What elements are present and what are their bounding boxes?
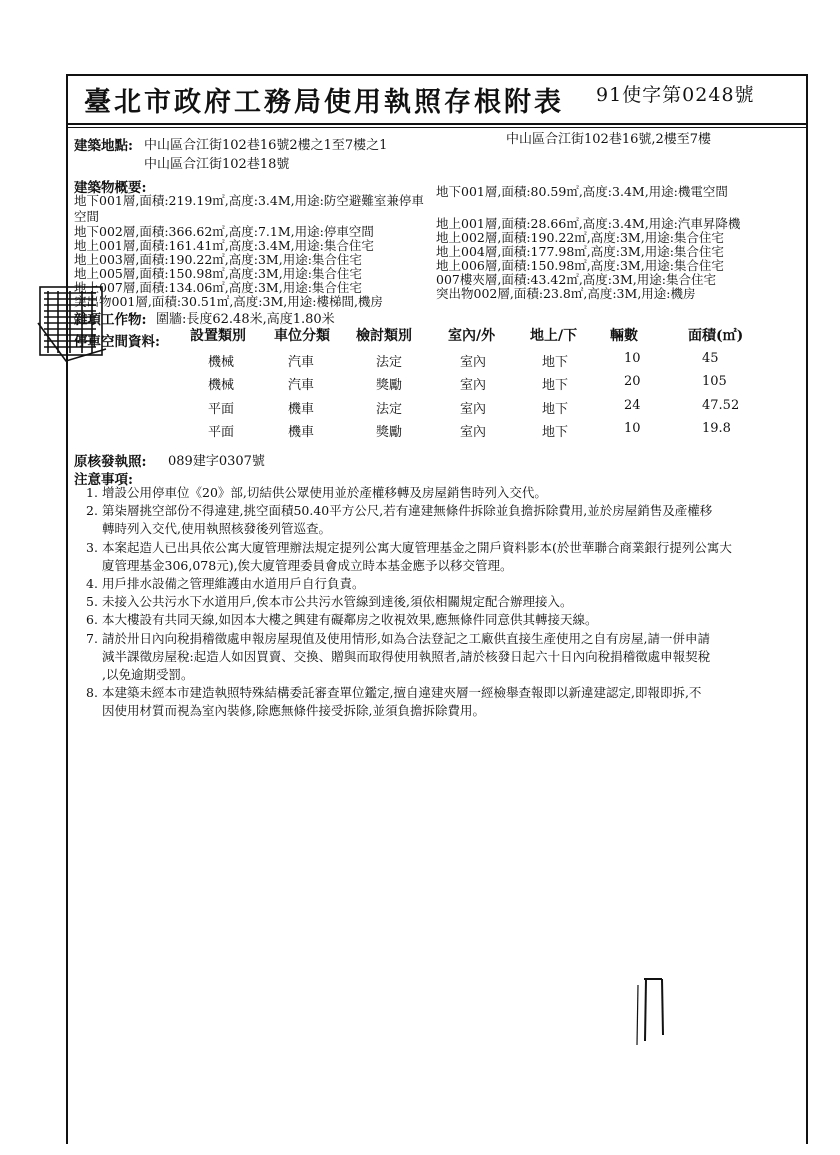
cell-count: 20 bbox=[624, 374, 641, 389]
note-item bbox=[86, 539, 798, 575]
cell-vehicle-class: 汽車 bbox=[288, 378, 315, 393]
note-line: 減半課徵房屋稅:起造人如因買賣、交換、贈與而取得使用執照者,請於核發日起六十日內向稅捐稽徵處申報契稅 bbox=[102, 648, 711, 664]
table-row bbox=[190, 421, 780, 445]
table-row bbox=[190, 398, 780, 422]
header-count: 輛數 bbox=[610, 328, 638, 344]
header-indoor-outdoor: 室內/外 bbox=[448, 328, 496, 344]
note-number: 1. bbox=[86, 485, 98, 500]
overview-right-0: 地上001層,面積:28.66㎡,高度:3.4M,用途:汽車昇降機 bbox=[436, 216, 741, 231]
cell-setup-type: 機械 bbox=[208, 378, 235, 393]
header-area: 面積(㎡) bbox=[688, 328, 744, 344]
cell-area: 47.52 bbox=[702, 397, 740, 413]
cell-area: 45 bbox=[702, 350, 719, 366]
overview-left-2: 地上003層,面積:190.22㎡,高度:3M,用途:集合住宅 bbox=[74, 252, 362, 267]
table-row bbox=[190, 351, 780, 375]
note-line: ,以免逾期受罰。 bbox=[102, 667, 194, 683]
cell-setup-type: 機械 bbox=[208, 354, 235, 370]
header-review-class: 檢討類別 bbox=[356, 328, 412, 344]
overview-continuation: 空間 bbox=[74, 209, 100, 224]
overview-basement-1-right: 地下001層,面積:80.59㎡,高度:3.4M,用途:機電空間 bbox=[436, 184, 728, 199]
cell-area: 19.8 bbox=[702, 421, 731, 436]
original-permit-value: 089建字0307號 bbox=[168, 454, 265, 469]
cell-above-below: 地下 bbox=[542, 401, 569, 417]
cell-above-below: 地下 bbox=[542, 354, 569, 370]
overview-label: 建築物概要: bbox=[74, 180, 147, 196]
note-number: 3. bbox=[86, 539, 98, 555]
cell-setup-type: 平面 bbox=[208, 425, 235, 440]
overview-left-3: 地上005層,面積:150.98㎡,高度:3M,用途:集合住宅 bbox=[74, 266, 362, 281]
cell-count: 10 bbox=[624, 421, 641, 436]
misc-structures-value: 圍牆:長度62.48米,高度1.80米 bbox=[156, 312, 335, 327]
note-line: 轉時列入交代,使用執照核發後列管巡查。 bbox=[102, 521, 331, 537]
cell-vehicle-class: 機車 bbox=[288, 425, 315, 440]
note-number: 8. bbox=[86, 685, 98, 701]
note-line: 因使用材質而視為室內裝修,除應無條件接受拆除,並須負擔拆除費用。 bbox=[102, 703, 485, 719]
frame-right-border bbox=[806, 74, 808, 1144]
notes-label: 注意事項: bbox=[74, 472, 133, 488]
site-address-1: 中山區合江街102巷16號2樓之1至7樓之1 bbox=[144, 138, 388, 153]
overview-left-5: 突出物001層,面積:30.51㎡,高度:3M,用途:樓梯間,機房 bbox=[74, 294, 383, 309]
note-line: 第柒層挑空部份不得違建,挑空面積50.40平方公尺,若有違建無條件拆除並負擔拆除費用,並於房屋銷售及產權移 bbox=[102, 503, 713, 519]
note-number: 2. bbox=[86, 503, 98, 519]
cell-indoor-outdoor: 室內 bbox=[460, 378, 487, 393]
cell-vehicle-class: 汽車 bbox=[288, 354, 315, 370]
note-line: 廈管理基金306,078元),俟大廈管理委員會成立時本基金應予以移交管理。 bbox=[102, 557, 513, 573]
note-item bbox=[86, 575, 798, 593]
note-line: 請於卅日內向稅捐稽徵處申報房屋現值及使用情形,如為合法登記之工廠供直接生產使用之自有房屋,請一併申請 bbox=[102, 630, 710, 646]
header-setup-type: 設置類別 bbox=[190, 328, 246, 344]
note-line: 增設公用停車位《20》部,切結供公眾使用並於產權移轉及房屋銷售時列入交代。 bbox=[102, 485, 547, 500]
note-item bbox=[86, 593, 798, 611]
note-item bbox=[86, 630, 798, 685]
note-item bbox=[86, 484, 798, 502]
note-item bbox=[86, 611, 798, 629]
site-address-right: 中山區合江街102巷16號,2樓至7樓 bbox=[506, 132, 712, 147]
overview-left-4: 地上007層,面積:134.06㎡,高度:3M,用途:集合住宅 bbox=[74, 280, 362, 295]
note-item bbox=[86, 502, 798, 538]
cell-review-class: 獎勵 bbox=[376, 425, 403, 440]
document-title: 臺北市政府工務局使用執照存根附表 bbox=[84, 87, 564, 118]
cell-above-below: 地下 bbox=[542, 425, 569, 440]
cell-review-class: 獎勵 bbox=[376, 378, 403, 393]
note-item bbox=[86, 684, 798, 720]
official-stamp bbox=[36, 283, 116, 365]
notes-list bbox=[86, 484, 798, 721]
cell-indoor-outdoor: 室內 bbox=[460, 401, 487, 417]
header-divider bbox=[66, 123, 806, 125]
header-vehicle-class: 車位分類 bbox=[274, 328, 330, 344]
parking-header-row bbox=[190, 325, 780, 349]
cell-area: 105 bbox=[702, 374, 727, 389]
cell-vehicle-class: 機車 bbox=[288, 401, 315, 417]
overview-right-5: 突出物002層,面積:23.8㎡,高度:3M,用途:機房 bbox=[436, 286, 696, 301]
note-number: 7. bbox=[86, 630, 98, 646]
cell-above-below: 地下 bbox=[542, 378, 569, 393]
overview-left-1: 地上001層,面積:161.41㎡,高度:3.4M,用途:集合住宅 bbox=[74, 238, 374, 253]
original-permit-label: 原核發執照: bbox=[74, 454, 147, 470]
overview-left-0: 地下002層,面積:366.62㎡,高度:7.1M,用途:停車空間 bbox=[74, 224, 374, 239]
cell-review-class: 法定 bbox=[376, 354, 403, 370]
frame-top-border bbox=[66, 74, 806, 76]
header-above-below: 地上/下 bbox=[530, 328, 578, 344]
note-line: 本大樓設有共同天線,如因本大樓之興建有礙鄰房之收視效果,應無條件同意供其轉接天線。 bbox=[102, 612, 598, 628]
site-label: 建築地點: bbox=[74, 138, 133, 154]
note-number: 6. bbox=[86, 612, 98, 628]
cell-count: 10 bbox=[624, 350, 641, 366]
site-address-2: 中山區合江街102巷18號 bbox=[144, 157, 290, 172]
overview-right-4: 007樓夾層,面積:43.42㎡,高度:3M,用途:集合住宅 bbox=[436, 272, 716, 287]
note-line: 未接入公共污水下水道用戶,俟本市公共污水管線到達後,須依相關規定配合辦理接入。 bbox=[102, 594, 573, 610]
cell-indoor-outdoor: 室內 bbox=[460, 354, 487, 370]
overview-basement-1: 地下001層,面積:219.19㎡,高度:3.4M,用途:防空避難室兼停車 bbox=[74, 193, 424, 208]
parking-table bbox=[190, 325, 780, 445]
parking-label: 停車空間資料: bbox=[74, 334, 160, 350]
cell-review-class: 法定 bbox=[376, 401, 403, 417]
note-line: 本建築未經本市建造執照特殊結構委託審查單位鑑定,擅自違建夾層一經檢舉查報即以新違建認定,即報即拆,不 bbox=[102, 685, 702, 701]
note-line: 本案起造人已出具依公寓大廈管理辦法規定提列公寓大廈管理基金之開戶資料影本(於世華聯合商業銀行提列公寓大 bbox=[102, 539, 732, 555]
note-line: 用戶排水設備之管理維護由水道用戶自行負責。 bbox=[102, 576, 365, 592]
document-number: 91使字第0248號 bbox=[596, 84, 755, 106]
overview-right-1: 地上002層,面積:190.22㎡,高度:3M,用途:集合住宅 bbox=[436, 230, 724, 245]
cell-setup-type: 平面 bbox=[208, 401, 235, 417]
pen-mark bbox=[632, 975, 676, 1047]
note-number: 4. bbox=[86, 576, 98, 592]
cell-indoor-outdoor: 室內 bbox=[460, 425, 487, 440]
note-number: 5. bbox=[86, 594, 98, 610]
cell-count: 24 bbox=[624, 397, 641, 413]
misc-structures-label: 雜項工作物: bbox=[74, 312, 147, 328]
table-row bbox=[190, 374, 780, 398]
overview-right-2: 地上004層,面積:177.98㎡,高度:3M,用途:集合住宅 bbox=[436, 244, 724, 259]
overview-right-3: 地上006層,面積:150.98㎡,高度:3M,用途:集合住宅 bbox=[436, 258, 724, 273]
frame-left-border bbox=[66, 74, 68, 1144]
